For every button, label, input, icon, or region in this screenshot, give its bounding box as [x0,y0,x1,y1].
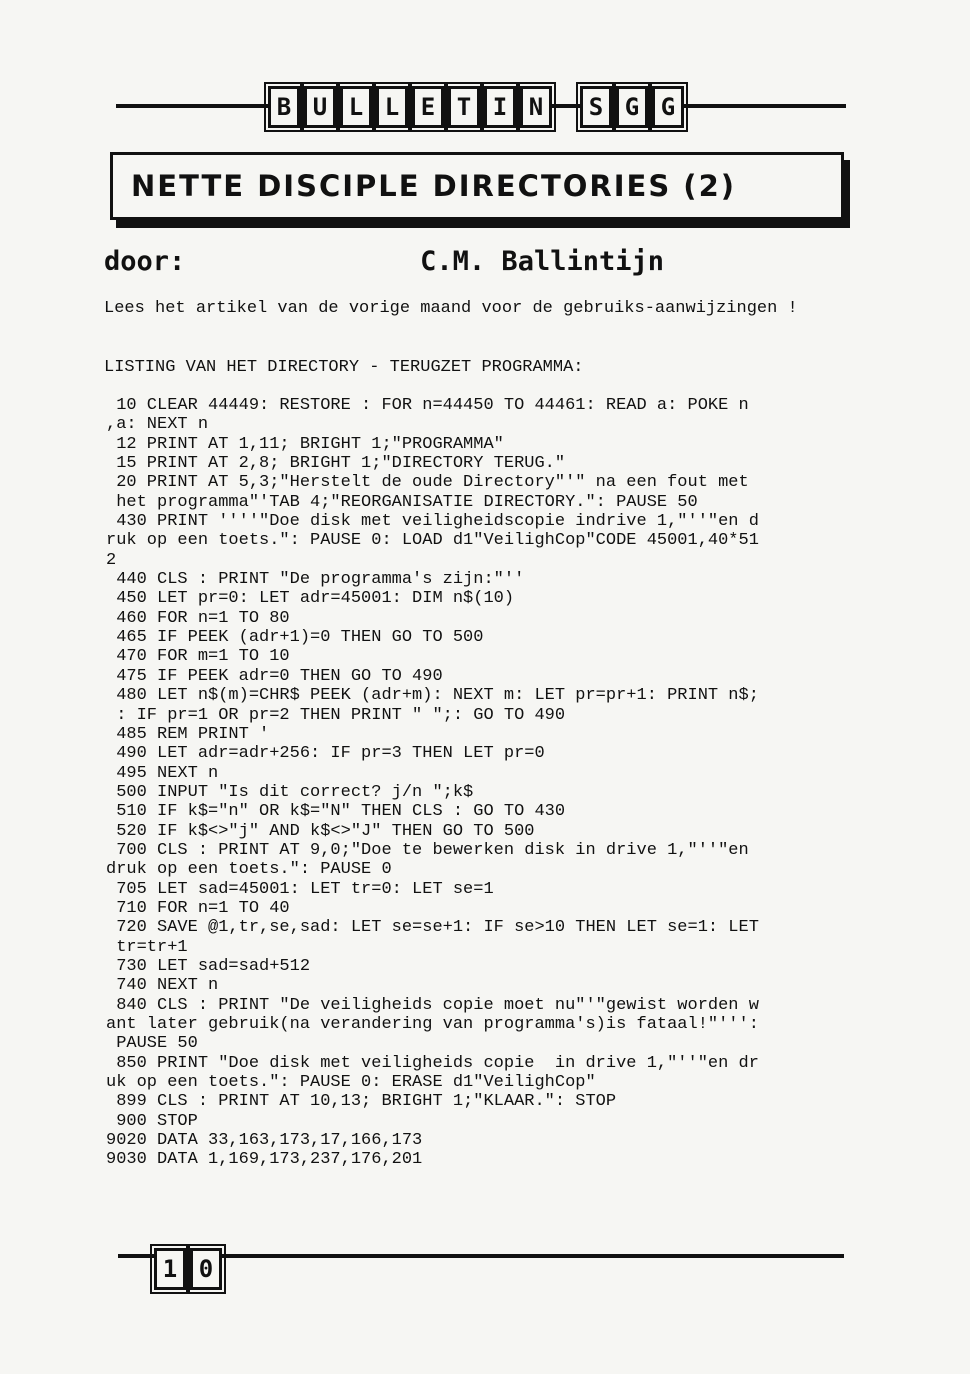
logo-letter: N [520,86,552,128]
listing-line: uk op een toets.": PAUSE 0: ERASE d1"VeilighCop" [106,1073,596,1093]
intro-paragraph: Lees het artikel van de vorige maand voor de gebruiks-aanwijzingen ! [104,299,798,318]
author-name: C.M. Ballintijn [420,246,664,277]
listing-heading: LISTING VAN HET DIRECTORY - TERUGZET PROGRAMMA: [104,358,584,377]
listing-line: 850 PRINT "Doe disk met veiligheids copie in drive 1,"''"en dr [106,1053,759,1073]
listing-line: 705 LET sad=45001: LET tr=0: LET se=1 [106,879,494,899]
byline [104,246,664,277]
logo-letter: S [580,86,612,128]
listing-line: 730 LET sad=sad+512 [106,956,311,976]
listing-line: 720 SAVE @1,tr,se,sad: LET se=se+1: IF se>10 THEN LET se=1: LET [106,918,759,938]
byline-label: door: [104,246,186,277]
basic-listing [106,396,851,1170]
listing-line: 490 LET adr=adr+256: IF pr=3 THEN LET pr=0 [106,744,545,764]
listing-line: druk op een toets.": PAUSE 0 [106,860,392,880]
listing-line: 9030 DATA 1,169,173,237,176,201 [106,1150,423,1170]
listing-line: 440 CLS : PRINT "De programma's zijn:"'' [106,570,525,590]
listing-line: 470 FOR m=1 TO 10 [106,647,290,667]
listing-line: 2 [106,550,117,570]
listing-line: 9020 DATA 33,163,173,17,166,173 [106,1131,423,1151]
listing-line: 510 IF k$="n" OR k$="N" THEN CLS : GO TO 430 [106,802,566,822]
listing-line: 900 STOP [106,1111,198,1131]
footer-rule [118,1254,844,1258]
logo-letter: T [448,86,480,128]
listing-line: PAUSE 50 [106,1034,198,1054]
listing-line: 485 REM PRINT ' [106,724,270,744]
listing-line: 480 LET n$(m)=CHR$ PEEK (adr+m): NEXT m: LET pr=pr+1: PRINT n$; [106,686,759,706]
listing-line: 740 NEXT n [106,976,219,996]
listing-line: 500 INPUT "Is dit correct? j/n ";k$ [106,782,474,802]
listing-line: het programma"'TAB 4;"REORGANISATIE DIRECTORY.": PAUSE 50 [106,492,698,512]
listing-line: 840 CLS : PRINT "De veiligheids copie moet nu"'"gewist worden w [106,995,759,1015]
logo-letter: G [616,86,648,128]
page-digit: 0 [190,1248,222,1290]
page-number [154,1248,222,1290]
page-digit: 1 [154,1248,186,1290]
logo-letter: B [268,86,300,128]
listing-line: 899 CLS : PRINT AT 10,13; BRIGHT 1;"KLAAR.": STOP [106,1092,617,1112]
listing-line: 460 FOR n=1 TO 80 [106,608,290,628]
article-title: NETTE DISCIPLE DIRECTORIES (2) [131,169,736,203]
listing-line: ant later gebruik(na verandering van programma's)is fataal!"''': [106,1015,759,1034]
logo-letter: E [412,86,444,128]
listing-line: : IF pr=1 OR pr=2 THEN PRINT " ";: GO TO 490 [106,705,566,725]
listing-line: 450 LET pr=0: LET adr=45001: DIM n$(10) [106,589,515,609]
listing-line: 10 CLEAR 44449: RESTORE : FOR n=44450 TO 44461: READ a: POKE n [106,396,749,415]
listing-line: 700 CLS : PRINT AT 9,0;"Doe te bewerken disk in drive 1,"''"en [106,840,749,860]
logo-letter: U [304,86,336,128]
listing-line: ,a: NEXT n [106,415,209,435]
logo-letter: L [340,86,372,128]
listing-line: 475 IF PEEK adr=0 THEN GO TO 490 [106,666,443,686]
logo-letter: G [652,86,684,128]
listing-line: 465 IF PEEK (adr+1)=0 THEN GO TO 500 [106,628,484,648]
listing-line: ruk op een toets.": PAUSE 0: LOAD d1"VeilighCop"CODE 45001,40*51 [106,531,759,551]
logo-letter: I [484,86,516,128]
listing-line: 430 PRINT ''''"Doe disk met veiligheidscopie indrive 1,"''"en d [106,512,759,532]
article-title-box [110,152,844,220]
listing-line: 12 PRINT AT 1,11; BRIGHT 1;"PROGRAMMA" [106,434,504,454]
listing-line: 710 FOR n=1 TO 40 [106,898,290,918]
listing-line: 15 PRINT AT 2,8; BRIGHT 1;"DIRECTORY TERUG." [106,454,566,474]
listing-line: tr=tr+1 [106,937,188,957]
logo-letter: L [376,86,408,128]
listing-line: 520 IF k$<>"j" AND k$<>"J" THEN GO TO 500 [106,821,535,841]
listing-line: 495 NEXT n [106,763,219,783]
listing-line: 20 PRINT AT 5,3;"Herstelt de oude Directory"'" na een fout met [106,473,749,493]
bulletin-logo [268,86,684,128]
